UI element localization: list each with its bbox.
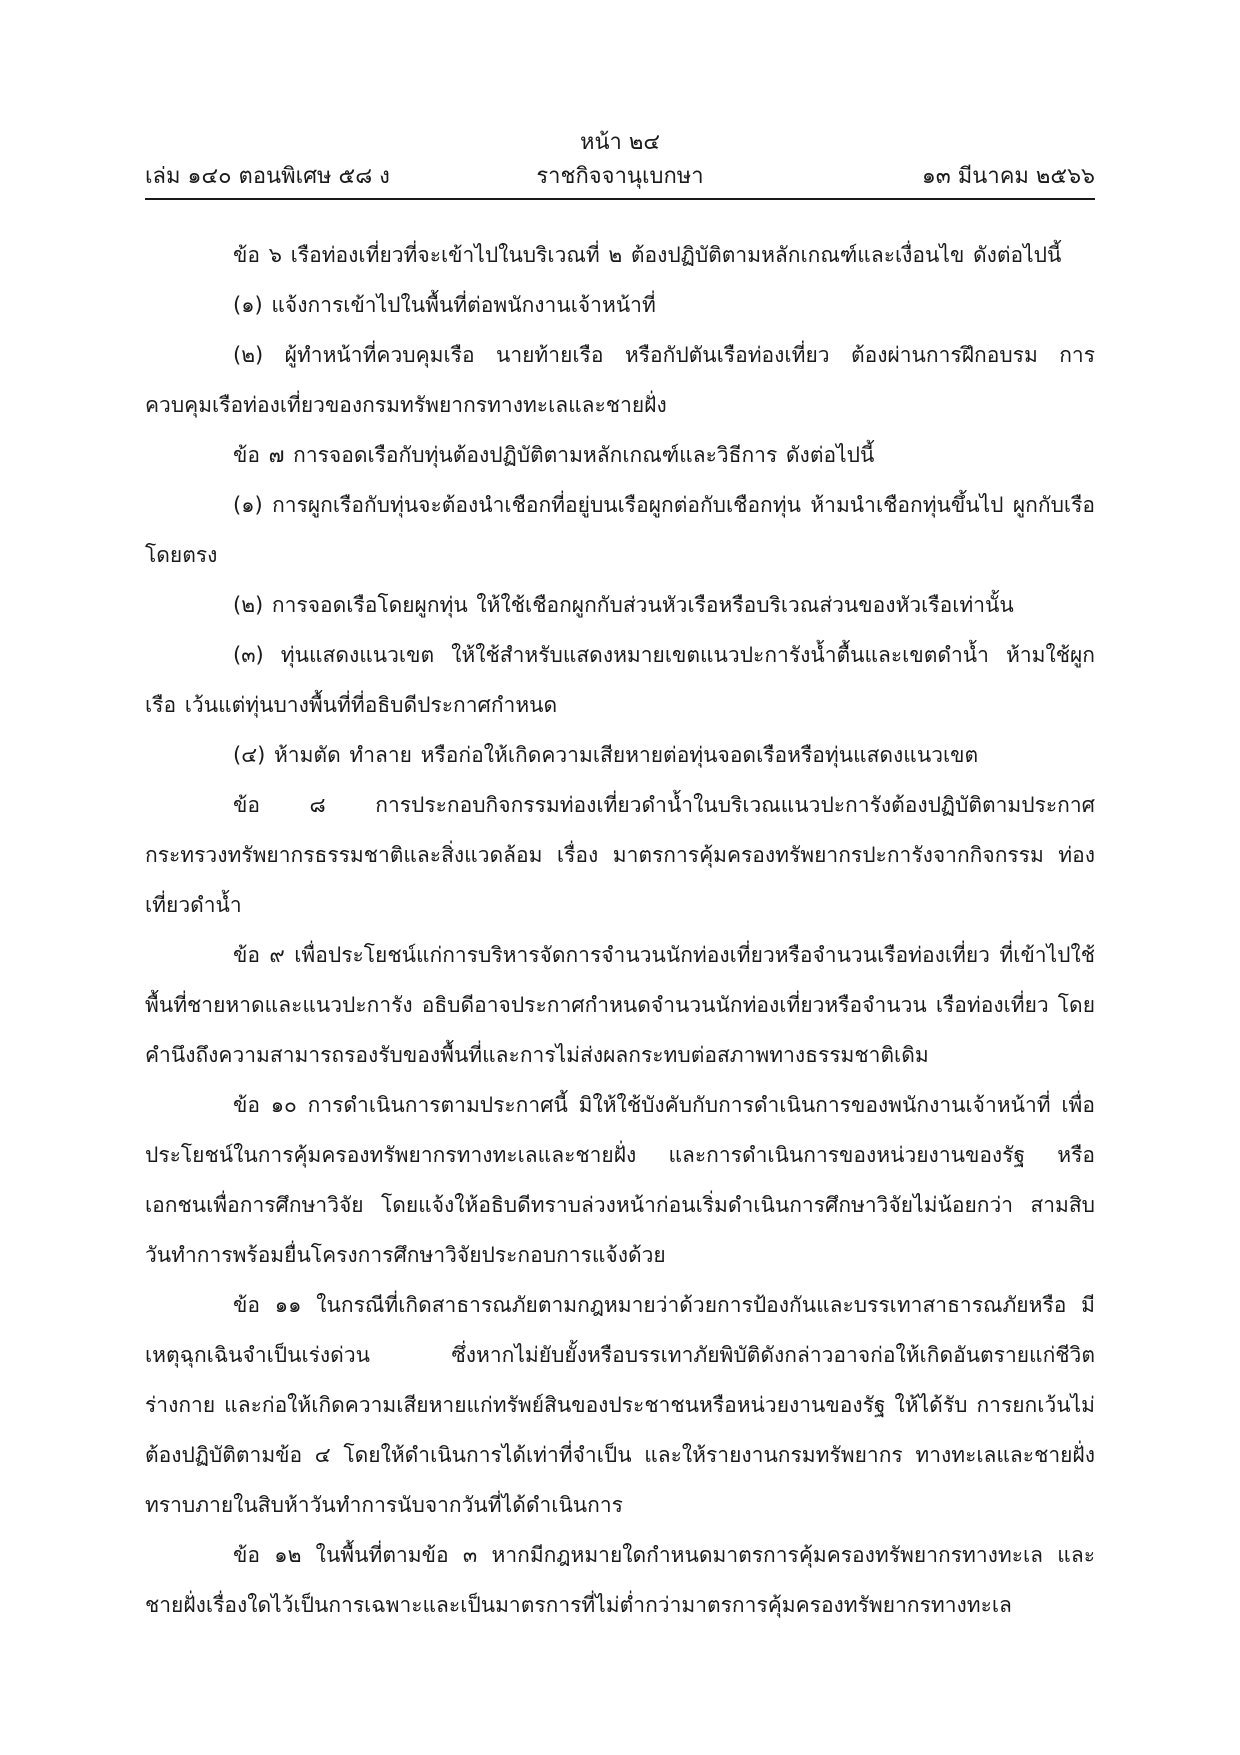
page-number: หน้า ๒๔ [579, 130, 661, 155]
gazette-title: ราชกิจจานุเบกษา [536, 164, 704, 189]
header-row [145, 160, 1095, 194]
document-body [145, 230, 1095, 1630]
clause-7-item-1: (๑) การผูกเรือกับทุ่นจะต้องนำเชือกที่อยู่บนเรือผูกต่อกับเชือกทุ่น ห้ามนำเชือกทุ่นขึ้นไป ผูกกับเรือโดยตรง [145, 493, 1095, 567]
clause-6-item-2: (๒) ผู้ทำหน้าที่ควบคุมเรือ นายท้ายเรือ หรือกัปตันเรือท่องเที่ยว ต้องผ่านการฝึกอบรม การควบคุมเรือท่องเที่ยวของกรมทรัพยากรทางทะเลและชายฝั่ง [145, 343, 1095, 417]
clause-11: ข้อ ๑๑ ในกรณีที่เกิดสาธารณภัยตามกฎหมายว่าด้วยการป้องกันและบรรเทาสาธารณภัยหรือ มีเหตุฉุกเฉินจำเป็นเร่งด่วน ซึ่งหากไม่ยับยั้งหรือบรรเทาภัยพิบัติดังกล่าวอาจก่อให้เกิดอันตรายแก่ชีวิต ร่างกาย และก่อให้เกิดความเสียหายแก่ทรัพย์สินของประชาชนหรือหน่วยงานของรัฐ ให้ได้รับ การยกเว้นไม่ต้องปฏิบัติตามข้อ ๔ โดยให้ดำเนินการได้เท่าที่จำเป็น และให้รายงานกรมทรัพยากร ทางทะเลและชายฝั่งทราบภายในสิบห้าวันทำการนับจากวันที่ได้ดำเนินการ [145, 1293, 1095, 1517]
clause-7: ข้อ ๗ การจอดเรือกับทุ่นต้องปฏิบัติตามหลักเกณฑ์และวิธีการ ดังต่อไปนี้ [233, 443, 875, 467]
clause-12: ข้อ ๑๒ ในพื้นที่ตามข้อ ๓ หากมีกฎหมายใดกำหนดมาตรการคุ้มครองทรัพยากรทางทะเล และชายฝั่งเรื่องใดไว้เป็นการเฉพาะและเป็นมาตรการที่ไม่ต่ำกว่ามาตรการคุ้มครองทรัพยากรทางทะเล [145, 1543, 1095, 1617]
clause-6-item-1: (๑) แจ้งการเข้าไปในพื้นที่ต่อพนักงานเจ้าหน้าที่ [233, 293, 656, 317]
volume-issue: เล่ม ๑๔๐ ตอนพิเศษ ๕๘ ง [145, 164, 390, 189]
clause-7-item-2: (๒) การจอดเรือโดยผูกทุ่น ให้ใช้เชือกผูกกับส่วนหัวเรือหรือบริเวณส่วนของหัวเรือเท่านั้น [233, 593, 1014, 617]
issue-date: ๑๓ มีนาคม ๒๕๖๖ [921, 164, 1095, 189]
clause-7-item-4: (๔) ห้ามตัด ทำลาย หรือก่อให้เกิดความเสียหายต่อทุ่นจอดเรือหรือทุ่นแสดงแนวเขต [233, 743, 979, 767]
page-header [145, 126, 1095, 200]
clause-9: ข้อ ๙ เพื่อประโยชน์แก่การบริหารจัดการจำนวนนักท่องเที่ยวหรือจำนวนเรือท่องเที่ยว ที่เข้าไปใช้พื้นที่ชายหาดและแนวปะการัง อธิบดีอาจประกาศกำหนดจำนวนนักท่องเที่ยวหรือจำนวน เรือท่องเที่ยว โดยคำนึงถึงความสามารถรองรับของพื้นที่และการไม่ส่งผลกระทบต่อสภาพทางธรรมชาติเดิม [145, 943, 1095, 1067]
header-divider [145, 198, 1095, 200]
clause-6: ข้อ ๖ เรือท่องเที่ยวที่จะเข้าไปในบริเวณที่ ๒ ต้องปฏิบัติตามหลักเกณฑ์และเงื่อนไข ดังต่อไปนี้ [233, 243, 1062, 267]
clause-10: ข้อ ๑๐ การดำเนินการตามประกาศนี้ มิให้ใช้บังคับกับการดำเนินการของพนักงานเจ้าหน้าที่ เพื่อประโยชน์ในการคุ้มครองทรัพยากรทางทะเลและชายฝั่ง และการดำเนินการของหน่วยงานของรัฐ หรือเอกชนเพื่อการศึกษาวิจัย โดยแจ้งให้อธิบดีทราบล่วงหน้าก่อนเริ่มดำเนินการศึกษาวิจัยไม่น้อยกว่า สามสิบวันทำการพร้อมยื่นโครงการศึกษาวิจัยประกอบการแจ้งด้วย [145, 1093, 1095, 1267]
clause-8: ข้อ ๘ การประกอบกิจกรรมท่องเที่ยวดำน้ำในบริเวณแนวปะการังต้องปฏิบัติตามประกาศ กระทรวงทรัพยากรธรรมชาติและสิ่งแวดล้อม เรื่อง มาตรการคุ้มครองทรัพยากรปะการังจากกิจกรรม ท่องเที่ยวดำน้ำ [145, 793, 1095, 917]
clause-7-item-3: (๓) ทุ่นแสดงแนวเขต ให้ใช้สำหรับแสดงหมายเขตแนวปะการังน้ำตื้นและเขตดำน้ำ ห้ามใช้ผูกเรือ เว้นแต่ทุ่นบางพื้นที่ที่อธิบดีประกาศกำหนด [145, 643, 1095, 717]
